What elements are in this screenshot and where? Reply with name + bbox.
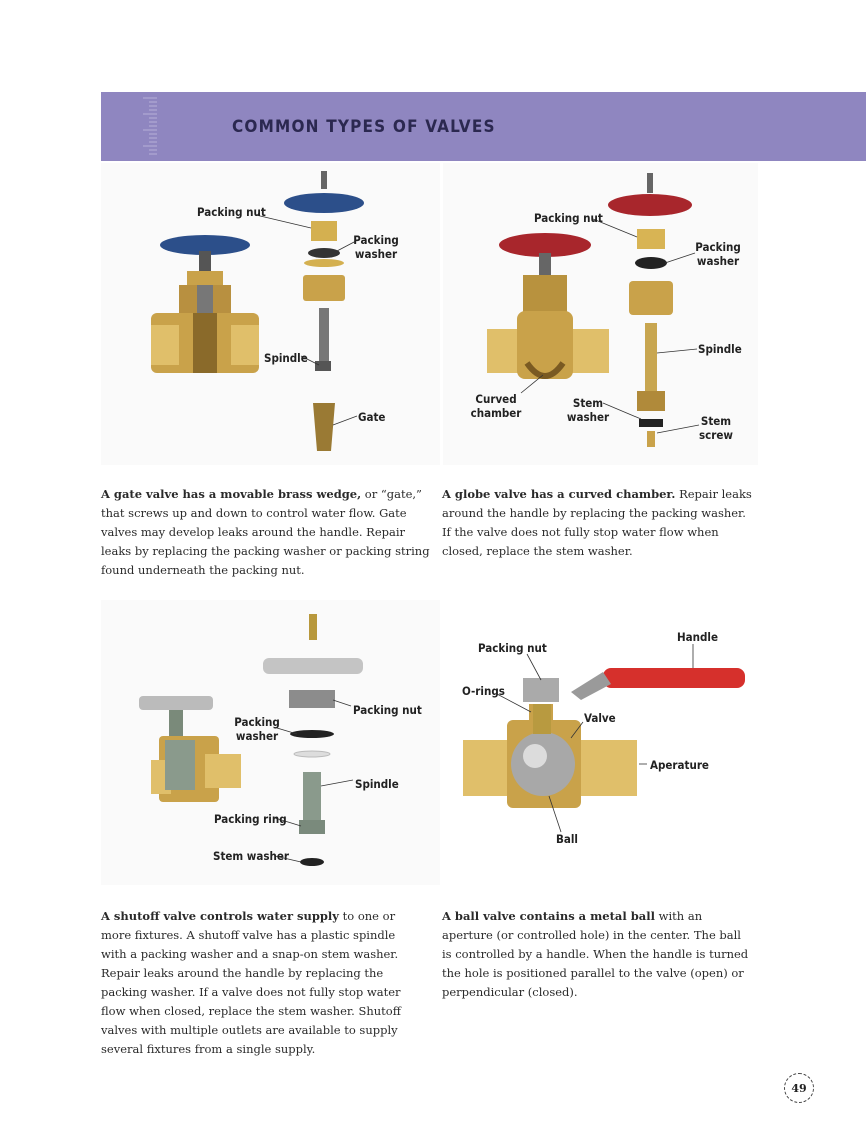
ruler-decoration bbox=[113, 96, 157, 158]
ball-label-aperature: Aperature bbox=[650, 758, 709, 772]
gate-label-packing-washer: Packing washer bbox=[353, 233, 399, 261]
shutoff-caption-text: to one or more fixtures. A shutoff valve has a plastic spindle with a packing washer and a snap-on stem washer. Repair leaks around the handle by replacing the packing washer. If a valve does not fully stop water flow when closed, replace the stem washer. Shutoff valves with multiple outlets are available to supply several fixtures from a single supply. bbox=[101, 909, 401, 1056]
shutoff-label-packing-nut: Packing nut bbox=[353, 703, 422, 717]
shutoff-valve-caption bbox=[101, 907, 417, 1059]
gate-valve-caption bbox=[101, 485, 431, 580]
globe-label-packing-nut: Packing nut bbox=[534, 211, 603, 225]
ball-valve-caption bbox=[442, 907, 754, 1002]
gate-label-gate: Gate bbox=[358, 410, 386, 424]
gate-valve-photo bbox=[101, 163, 440, 465]
page-title: COMMON TYPES OF VALVES bbox=[232, 117, 496, 137]
globe-label-stem-screw: Stem screw bbox=[699, 414, 733, 442]
gate-label-spindle: Spindle bbox=[264, 351, 308, 365]
page-number: 49 bbox=[784, 1073, 814, 1103]
globe-label-packing-washer: Packing washer bbox=[695, 240, 741, 268]
gate-caption-bold: A gate valve has a movable brass wedge, bbox=[101, 487, 362, 501]
gate-label-packing-nut: Packing nut bbox=[197, 205, 266, 219]
gate-valve-illustration bbox=[101, 163, 440, 465]
ball-label-packing-nut: Packing nut bbox=[478, 641, 547, 655]
ball-label-o-rings: O-rings bbox=[462, 684, 505, 698]
ball-caption-bold: A ball valve contains a metal ball bbox=[442, 909, 655, 923]
globe-label-stem-washer: Stem washer bbox=[566, 396, 610, 424]
gate-caption-text: or “gate,” that screws up and down to control water flow. Gate valves may develop leaks around the handle. Repair leaks by replacing the packing washer or packing string found underneath the packing nut. bbox=[101, 487, 430, 577]
shutoff-label-spindle: Spindle bbox=[355, 777, 399, 791]
shutoff-label-packing-ring: Packing ring bbox=[214, 812, 287, 826]
globe-caption-text: Repair leaks around the handle by replacing the packing washer. If the valve does not fully stop water flow when closed, replace the stem washer. bbox=[442, 487, 752, 558]
globe-label-spindle: Spindle bbox=[698, 342, 742, 356]
shutoff-label-packing-washer: Packing washer bbox=[234, 715, 280, 743]
ball-label-valve: Valve bbox=[584, 711, 616, 725]
globe-caption-bold: A globe valve has a curved chamber. bbox=[442, 487, 676, 501]
section-banner bbox=[101, 92, 866, 161]
globe-label-curved-chamber: Curved chamber bbox=[470, 392, 522, 420]
shutoff-caption-bold: A shutoff valve controls water supply bbox=[101, 909, 339, 923]
globe-valve-caption bbox=[442, 485, 752, 561]
ball-caption-text: with an aperture (or controlled hole) in the center. The ball is controlled by a handle. When the handle is turned the hole is positioned parallel to the valve (open) or perpendicular (closed). bbox=[442, 909, 749, 999]
shutoff-label-stem-washer: Stem washer bbox=[213, 849, 289, 863]
ball-label-handle: Handle bbox=[677, 630, 718, 644]
ball-label-ball: Ball bbox=[556, 832, 578, 846]
